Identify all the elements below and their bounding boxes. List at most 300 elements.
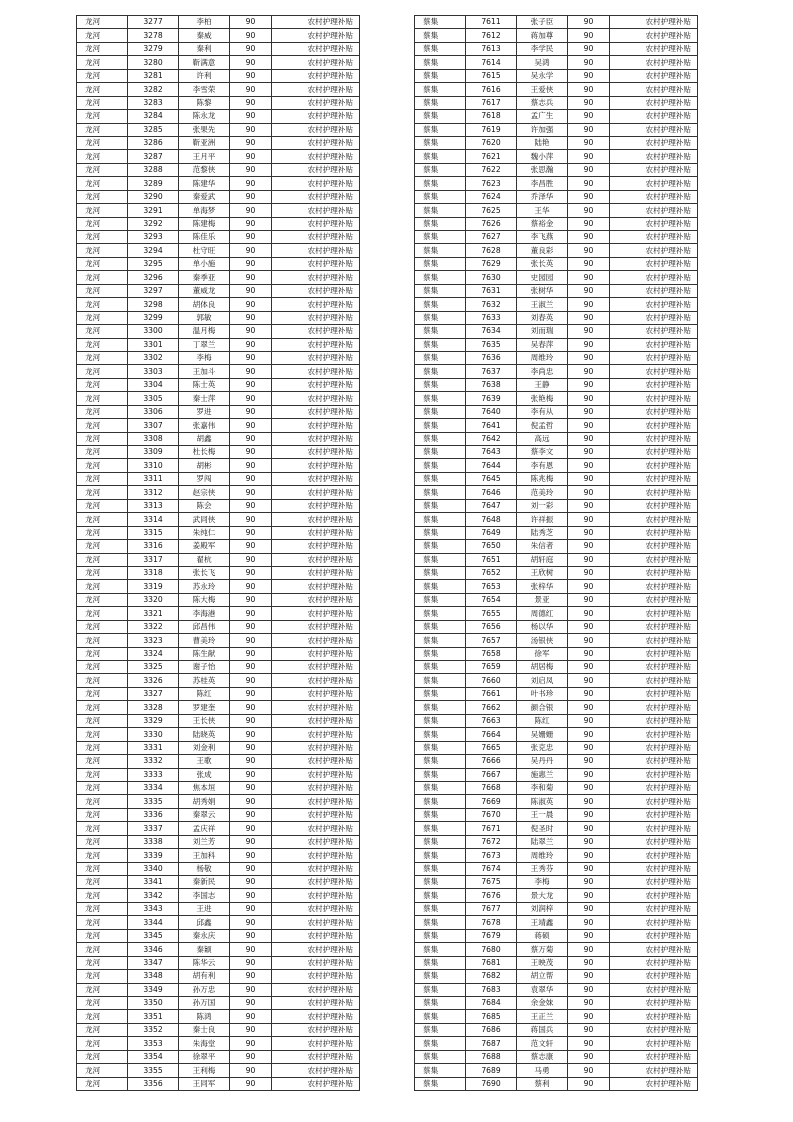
- town-cell: 龙河: [77, 728, 128, 741]
- id-cell: 3321: [128, 607, 179, 620]
- amount-cell: 90: [230, 781, 272, 794]
- name-cell: 罗进: [179, 405, 230, 418]
- table-row: [77, 1050, 360, 1063]
- amount-cell: 90: [568, 432, 610, 445]
- town-cell: 龙河: [77, 123, 128, 136]
- name-cell: 杜长梅: [179, 446, 230, 459]
- table-row: [77, 714, 360, 727]
- amount-cell: 90: [230, 647, 272, 660]
- table-row: [415, 432, 698, 445]
- amount-cell: 90: [568, 862, 610, 875]
- name-cell: 张树华: [517, 284, 568, 297]
- item-cell: 农村护理补贴: [272, 970, 360, 983]
- item-cell: 农村护理补贴: [610, 983, 698, 996]
- id-cell: 7662: [466, 701, 517, 714]
- town-cell: 龙河: [77, 96, 128, 109]
- table-row: [77, 553, 360, 566]
- table-row: [415, 553, 698, 566]
- amount-cell: 90: [230, 365, 272, 378]
- amount-cell: 90: [230, 540, 272, 553]
- item-cell: 农村护理补贴: [610, 822, 698, 835]
- name-cell: 张子臣: [517, 16, 568, 29]
- item-cell: 农村护理补贴: [610, 419, 698, 432]
- town-cell: 龙河: [77, 177, 128, 190]
- name-cell: 刘金利: [179, 741, 230, 754]
- table-row: [77, 325, 360, 338]
- table-row: [77, 338, 360, 351]
- table-row: [415, 459, 698, 472]
- id-cell: 3328: [128, 701, 179, 714]
- table-row: [415, 96, 698, 109]
- amount-cell: 90: [230, 378, 272, 391]
- name-cell: 曹美玲: [179, 634, 230, 647]
- id-cell: 3342: [128, 889, 179, 902]
- table-row: [77, 835, 360, 848]
- id-cell: 3334: [128, 781, 179, 794]
- table-row: [77, 768, 360, 781]
- id-cell: 7642: [466, 432, 517, 445]
- item-cell: 农村护理补贴: [610, 956, 698, 969]
- name-cell: 倪圣时: [517, 822, 568, 835]
- id-cell: 7624: [466, 190, 517, 203]
- amount-cell: 90: [568, 687, 610, 700]
- town-cell: 蔡集: [415, 808, 466, 821]
- item-cell: 农村护理补贴: [610, 566, 698, 579]
- name-cell: 胡秀娟: [179, 795, 230, 808]
- table-row: [77, 513, 360, 526]
- table-row: [77, 29, 360, 42]
- id-cell: 7669: [466, 795, 517, 808]
- item-cell: 农村护理补贴: [610, 365, 698, 378]
- name-cell: 李国志: [179, 889, 230, 902]
- item-cell: 农村护理补贴: [610, 486, 698, 499]
- amount-cell: 90: [568, 1023, 610, 1036]
- name-cell: 刘而瑞: [517, 325, 568, 338]
- id-cell: 3335: [128, 795, 179, 808]
- table-row: [415, 298, 698, 311]
- id-cell: 3288: [128, 163, 179, 176]
- name-cell: 陈兆梅: [517, 472, 568, 485]
- table-row: [77, 499, 360, 512]
- item-cell: 农村护理补贴: [272, 150, 360, 163]
- table-row: [415, 902, 698, 915]
- amount-cell: 90: [230, 983, 272, 996]
- id-cell: 7674: [466, 862, 517, 875]
- table-row: [415, 29, 698, 42]
- id-cell: 7659: [466, 661, 517, 674]
- table-row: [77, 1010, 360, 1023]
- amount-cell: 90: [568, 378, 610, 391]
- name-cell: 蒋国兵: [517, 1023, 568, 1036]
- table-row: [77, 163, 360, 176]
- town-cell: 蔡集: [415, 351, 466, 364]
- amount-cell: 90: [230, 889, 272, 902]
- amount-cell: 90: [568, 929, 610, 942]
- name-cell: 朱信者: [517, 540, 568, 553]
- item-cell: 农村护理补贴: [272, 56, 360, 69]
- table-row: [77, 956, 360, 969]
- table-row: [77, 728, 360, 741]
- name-cell: 武同侠: [179, 513, 230, 526]
- table-row: [415, 392, 698, 405]
- town-cell: 龙河: [77, 136, 128, 149]
- town-cell: 龙河: [77, 325, 128, 338]
- item-cell: 农村护理补贴: [610, 862, 698, 875]
- item-cell: 农村护理补贴: [610, 647, 698, 660]
- subsidy-table-right: [414, 15, 698, 1091]
- item-cell: 农村护理补贴: [272, 862, 360, 875]
- item-cell: 农村护理补贴: [272, 540, 360, 553]
- town-cell: 龙河: [77, 674, 128, 687]
- item-cell: 农村护理补贴: [272, 580, 360, 593]
- town-cell: 蔡集: [415, 741, 466, 754]
- item-cell: 农村护理补贴: [272, 687, 360, 700]
- name-cell: 杨敬: [179, 862, 230, 875]
- name-cell: 胡有利: [179, 970, 230, 983]
- item-cell: 农村护理补贴: [610, 1023, 698, 1036]
- name-cell: 秦颖: [179, 943, 230, 956]
- town-cell: 龙河: [77, 513, 128, 526]
- id-cell: 7625: [466, 204, 517, 217]
- id-cell: 3320: [128, 593, 179, 606]
- amount-cell: 90: [230, 405, 272, 418]
- town-cell: 蔡集: [415, 69, 466, 82]
- name-cell: 吴永学: [517, 69, 568, 82]
- id-cell: 7617: [466, 96, 517, 109]
- amount-cell: 90: [568, 83, 610, 96]
- name-cell: 徐翠平: [179, 1050, 230, 1063]
- name-cell: 高远: [517, 432, 568, 445]
- item-cell: 农村护理补贴: [610, 929, 698, 942]
- name-cell: 陈会: [179, 499, 230, 512]
- name-cell: 马勇: [517, 1064, 568, 1077]
- amount-cell: 90: [230, 768, 272, 781]
- table-row: [77, 687, 360, 700]
- item-cell: 农村护理补贴: [610, 110, 698, 123]
- id-cell: 7655: [466, 607, 517, 620]
- id-cell: 7651: [466, 553, 517, 566]
- town-cell: 蔡集: [415, 136, 466, 149]
- town-cell: 龙河: [77, 902, 128, 915]
- table-row: [77, 849, 360, 862]
- table-row: [415, 620, 698, 633]
- town-cell: 蔡集: [415, 647, 466, 660]
- item-cell: 农村护理补贴: [610, 351, 698, 364]
- item-cell: 农村护理补贴: [610, 204, 698, 217]
- town-cell: 蔡集: [415, 849, 466, 862]
- table-row: [415, 956, 698, 969]
- item-cell: 农村护理补贴: [272, 996, 360, 1009]
- id-cell: 7629: [466, 257, 517, 270]
- town-cell: 龙河: [77, 432, 128, 445]
- table-row: [77, 916, 360, 929]
- item-cell: 农村护理补贴: [610, 1037, 698, 1050]
- amount-cell: 90: [568, 553, 610, 566]
- item-cell: 农村护理补贴: [610, 849, 698, 862]
- table-row: [415, 593, 698, 606]
- name-cell: 胡鑫: [179, 432, 230, 445]
- table-row: [415, 204, 698, 217]
- id-cell: 3340: [128, 862, 179, 875]
- town-cell: 蔡集: [415, 1050, 466, 1063]
- table-row: [415, 325, 698, 338]
- id-cell: 7636: [466, 351, 517, 364]
- town-cell: 龙河: [77, 781, 128, 794]
- id-cell: 3289: [128, 177, 179, 190]
- name-cell: 王歌: [179, 755, 230, 768]
- table-row: [415, 970, 698, 983]
- town-cell: 龙河: [77, 970, 128, 983]
- item-cell: 农村护理补贴: [272, 607, 360, 620]
- name-cell: 许祥振: [517, 513, 568, 526]
- item-cell: 农村护理补贴: [272, 620, 360, 633]
- table-row: [77, 862, 360, 875]
- name-cell: 董威龙: [179, 284, 230, 297]
- town-cell: 龙河: [77, 311, 128, 324]
- name-cell: 刘润梓: [517, 902, 568, 915]
- name-cell: 吴春萍: [517, 338, 568, 351]
- name-cell: 范美玲: [517, 486, 568, 499]
- town-cell: 龙河: [77, 499, 128, 512]
- town-cell: 蔡集: [415, 163, 466, 176]
- amount-cell: 90: [230, 136, 272, 149]
- town-cell: 龙河: [77, 29, 128, 42]
- item-cell: 农村护理补贴: [272, 876, 360, 889]
- town-cell: 龙河: [77, 916, 128, 929]
- amount-cell: 90: [230, 69, 272, 82]
- town-cell: 龙河: [77, 996, 128, 1009]
- table-row: [77, 392, 360, 405]
- name-cell: 张梓华: [517, 580, 568, 593]
- id-cell: 3323: [128, 634, 179, 647]
- id-cell: 7680: [466, 943, 517, 956]
- item-cell: 农村护理补贴: [272, 755, 360, 768]
- amount-cell: 90: [230, 862, 272, 875]
- amount-cell: 90: [230, 1050, 272, 1063]
- name-cell: 周维玲: [517, 849, 568, 862]
- table-row: [415, 1023, 698, 1036]
- amount-cell: 90: [568, 607, 610, 620]
- item-cell: 农村护理补贴: [610, 69, 698, 82]
- table-row: [77, 177, 360, 190]
- item-cell: 农村护理补贴: [610, 311, 698, 324]
- amount-cell: 90: [230, 432, 272, 445]
- amount-cell: 90: [568, 69, 610, 82]
- item-cell: 农村护理补贴: [610, 1064, 698, 1077]
- item-cell: 农村护理补贴: [272, 42, 360, 55]
- table-row: [77, 566, 360, 579]
- item-cell: 农村护理补贴: [272, 661, 360, 674]
- amount-cell: 90: [568, 56, 610, 69]
- name-cell: 赵宗侠: [179, 486, 230, 499]
- amount-cell: 90: [230, 795, 272, 808]
- name-cell: 景大龙: [517, 889, 568, 902]
- name-cell: 余金妹: [517, 996, 568, 1009]
- table-row: [77, 929, 360, 942]
- amount-cell: 90: [230, 1037, 272, 1050]
- town-cell: 龙河: [77, 163, 128, 176]
- table-row: [77, 378, 360, 391]
- town-cell: 龙河: [77, 472, 128, 485]
- amount-cell: 90: [568, 486, 610, 499]
- name-cell: 李梅: [517, 876, 568, 889]
- item-cell: 农村护理补贴: [272, 244, 360, 257]
- id-cell: 3337: [128, 822, 179, 835]
- id-cell: 7620: [466, 136, 517, 149]
- name-cell: 张长飞: [179, 566, 230, 579]
- amount-cell: 90: [568, 136, 610, 149]
- id-cell: 3284: [128, 110, 179, 123]
- name-cell: 张艳梅: [517, 392, 568, 405]
- item-cell: 农村护理补贴: [272, 714, 360, 727]
- id-cell: 3309: [128, 446, 179, 459]
- town-cell: 蔡集: [415, 580, 466, 593]
- amount-cell: 90: [230, 419, 272, 432]
- name-cell: 靳亚洲: [179, 136, 230, 149]
- table-row: [415, 983, 698, 996]
- amount-cell: 90: [568, 755, 610, 768]
- table-row: [415, 835, 698, 848]
- item-cell: 农村护理补贴: [610, 593, 698, 606]
- item-cell: 农村护理补贴: [610, 177, 698, 190]
- town-cell: 蔡集: [415, 687, 466, 700]
- town-cell: 蔡集: [415, 661, 466, 674]
- item-cell: 农村护理补贴: [610, 56, 698, 69]
- table-row: [77, 902, 360, 915]
- item-cell: 农村护理补贴: [610, 29, 698, 42]
- amount-cell: 90: [230, 526, 272, 539]
- table-row: [415, 446, 698, 459]
- amount-cell: 90: [230, 56, 272, 69]
- name-cell: 汤银侠: [517, 634, 568, 647]
- item-cell: 农村护理补贴: [272, 1023, 360, 1036]
- amount-cell: 90: [568, 392, 610, 405]
- amount-cell: 90: [230, 956, 272, 969]
- amount-cell: 90: [230, 808, 272, 821]
- table-row: [415, 1037, 698, 1050]
- amount-cell: 90: [230, 284, 272, 297]
- item-cell: 农村护理补贴: [272, 136, 360, 149]
- table-row: [415, 231, 698, 244]
- name-cell: 秦士良: [179, 1023, 230, 1036]
- item-cell: 农村护理补贴: [272, 96, 360, 109]
- town-cell: 龙河: [77, 1077, 128, 1090]
- id-cell: 3299: [128, 311, 179, 324]
- id-cell: 3283: [128, 96, 179, 109]
- table-row: [77, 16, 360, 29]
- id-cell: 3311: [128, 472, 179, 485]
- town-cell: 龙河: [77, 257, 128, 270]
- amount-cell: 90: [568, 298, 610, 311]
- amount-cell: 90: [230, 620, 272, 633]
- item-cell: 农村护理补贴: [272, 204, 360, 217]
- id-cell: 3326: [128, 674, 179, 687]
- town-cell: 龙河: [77, 634, 128, 647]
- name-cell: 陈淑英: [517, 795, 568, 808]
- name-cell: 蒋加尊: [517, 29, 568, 42]
- name-cell: 许加强: [517, 123, 568, 136]
- table-row: [415, 351, 698, 364]
- amount-cell: 90: [568, 231, 610, 244]
- amount-cell: 90: [230, 96, 272, 109]
- name-cell: 徐军: [517, 647, 568, 660]
- town-cell: 蔡集: [415, 499, 466, 512]
- id-cell: 3331: [128, 741, 179, 754]
- table-row: [77, 526, 360, 539]
- id-cell: 7673: [466, 849, 517, 862]
- amount-cell: 90: [230, 163, 272, 176]
- town-cell: 蔡集: [415, 16, 466, 29]
- id-cell: 7661: [466, 687, 517, 700]
- name-cell: 王同军: [179, 1077, 230, 1090]
- amount-cell: 90: [230, 741, 272, 754]
- town-cell: 龙河: [77, 1010, 128, 1023]
- item-cell: 农村护理补贴: [272, 432, 360, 445]
- amount-cell: 90: [230, 714, 272, 727]
- name-cell: 李尚忠: [517, 365, 568, 378]
- town-cell: 龙河: [77, 110, 128, 123]
- table-row: [415, 741, 698, 754]
- id-cell: 7641: [466, 419, 517, 432]
- name-cell: 温月梅: [179, 325, 230, 338]
- table-row: [77, 459, 360, 472]
- amount-cell: 90: [568, 634, 610, 647]
- name-cell: 陈生献: [179, 647, 230, 660]
- table-row: [415, 1010, 698, 1023]
- amount-cell: 90: [568, 768, 610, 781]
- item-cell: 农村护理补贴: [272, 311, 360, 324]
- name-cell: 秦季亚: [179, 271, 230, 284]
- amount-cell: 90: [230, 351, 272, 364]
- table-row: [77, 56, 360, 69]
- town-cell: 蔡集: [415, 714, 466, 727]
- item-cell: 农村护理补贴: [610, 876, 698, 889]
- id-cell: 3356: [128, 1077, 179, 1090]
- name-cell: 胡轩庭: [517, 553, 568, 566]
- amount-cell: 90: [230, 311, 272, 324]
- item-cell: 农村护理补贴: [610, 755, 698, 768]
- name-cell: 陈大梅: [179, 593, 230, 606]
- item-cell: 农村护理补贴: [610, 150, 698, 163]
- id-cell: 3277: [128, 16, 179, 29]
- id-cell: 3354: [128, 1050, 179, 1063]
- item-cell: 农村护理补贴: [272, 378, 360, 391]
- name-cell: 周德红: [517, 607, 568, 620]
- amount-cell: 90: [568, 849, 610, 862]
- town-cell: 蔡集: [415, 419, 466, 432]
- town-cell: 蔡集: [415, 795, 466, 808]
- table-row: [77, 231, 360, 244]
- name-cell: 陆晓英: [179, 728, 230, 741]
- table-row: [77, 244, 360, 257]
- town-cell: 龙河: [77, 714, 128, 727]
- item-cell: 农村护理补贴: [610, 781, 698, 794]
- amount-cell: 90: [568, 1037, 610, 1050]
- name-cell: 蔡万菊: [517, 943, 568, 956]
- item-cell: 农村护理补贴: [272, 284, 360, 297]
- town-cell: 蔡集: [415, 298, 466, 311]
- item-cell: 农村护理补贴: [610, 580, 698, 593]
- table-row: [415, 701, 698, 714]
- table-row: [77, 661, 360, 674]
- table-row: [415, 110, 698, 123]
- amount-cell: 90: [568, 795, 610, 808]
- id-cell: 3307: [128, 419, 179, 432]
- amount-cell: 90: [568, 714, 610, 727]
- amount-cell: 90: [230, 190, 272, 203]
- amount-cell: 90: [568, 580, 610, 593]
- town-cell: 蔡集: [415, 943, 466, 956]
